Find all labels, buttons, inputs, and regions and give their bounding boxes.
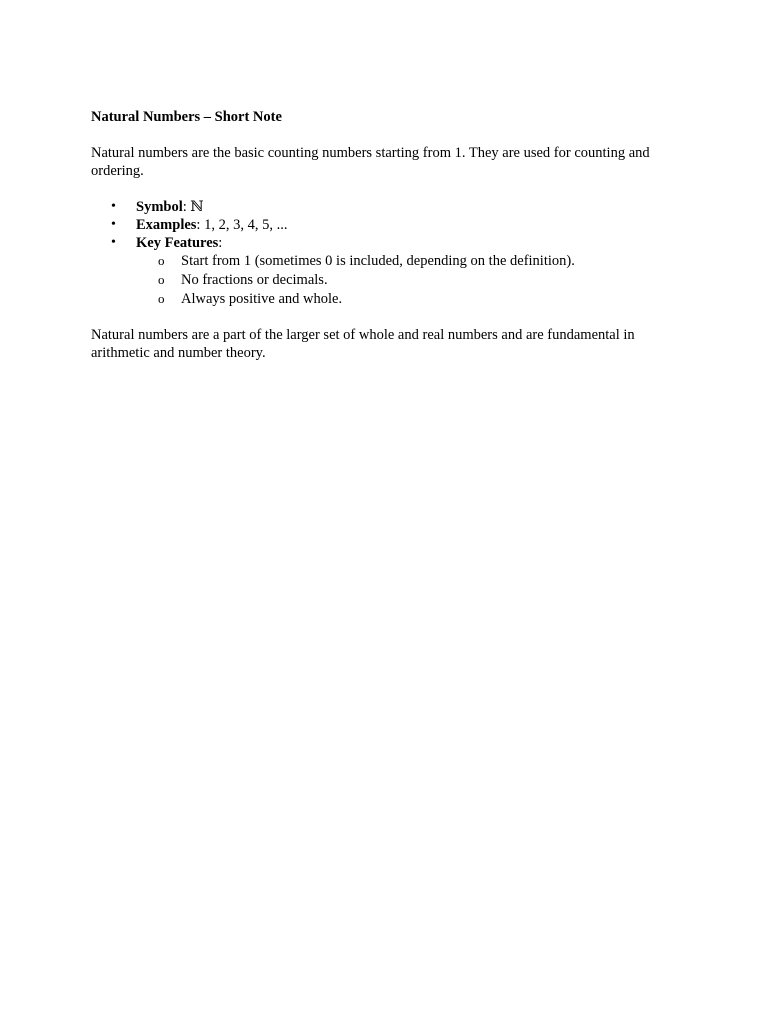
sub-list-item — [136, 252, 691, 270]
symbol-label: Symbol — [136, 199, 183, 215]
document-title: Natural Numbers – Short Note — [91, 109, 282, 125]
bullet-icon: • — [111, 199, 116, 214]
list-item-examples — [91, 216, 691, 234]
list-item-key-features — [91, 234, 691, 308]
sub-list — [136, 252, 691, 308]
sub-list-item — [136, 271, 691, 289]
symbol-sep: : — [182, 199, 191, 215]
bullet-icon: • — [111, 217, 116, 232]
bullet-icon: • — [111, 235, 116, 250]
sub-item-text: Always positive and whole. — [181, 291, 343, 307]
sub-bullet-icon: o — [158, 291, 165, 306]
sub-list-item — [136, 290, 691, 308]
examples-value: 1, 2, 3, 4, 5, ... — [204, 217, 288, 233]
intro-paragraph: Natural numbers are the basic counting numbers starting from 1. They are used for counting and ordering. — [91, 145, 650, 179]
sub-item-text: No fractions or decimals. — [181, 272, 328, 288]
sub-bullet-icon: o — [158, 253, 165, 268]
features-sep: : — [218, 235, 223, 251]
list-item-symbol — [91, 198, 691, 216]
symbol-value: ℕ — [190, 199, 204, 215]
sub-bullet-icon: o — [158, 272, 165, 287]
examples-label: Examples — [136, 217, 197, 233]
outro-paragraph: Natural numbers are a part of the larger set of whole and real numbers and are fundamental in arithmetic and number theory. — [91, 327, 635, 361]
document-page — [91, 108, 691, 380]
examples-sep: : — [196, 217, 205, 233]
sub-item-text: Start from 1 (sometimes 0 is included, depending on the definition). — [181, 253, 575, 269]
features-label: Key Features — [136, 235, 219, 251]
bullet-list — [91, 198, 691, 308]
